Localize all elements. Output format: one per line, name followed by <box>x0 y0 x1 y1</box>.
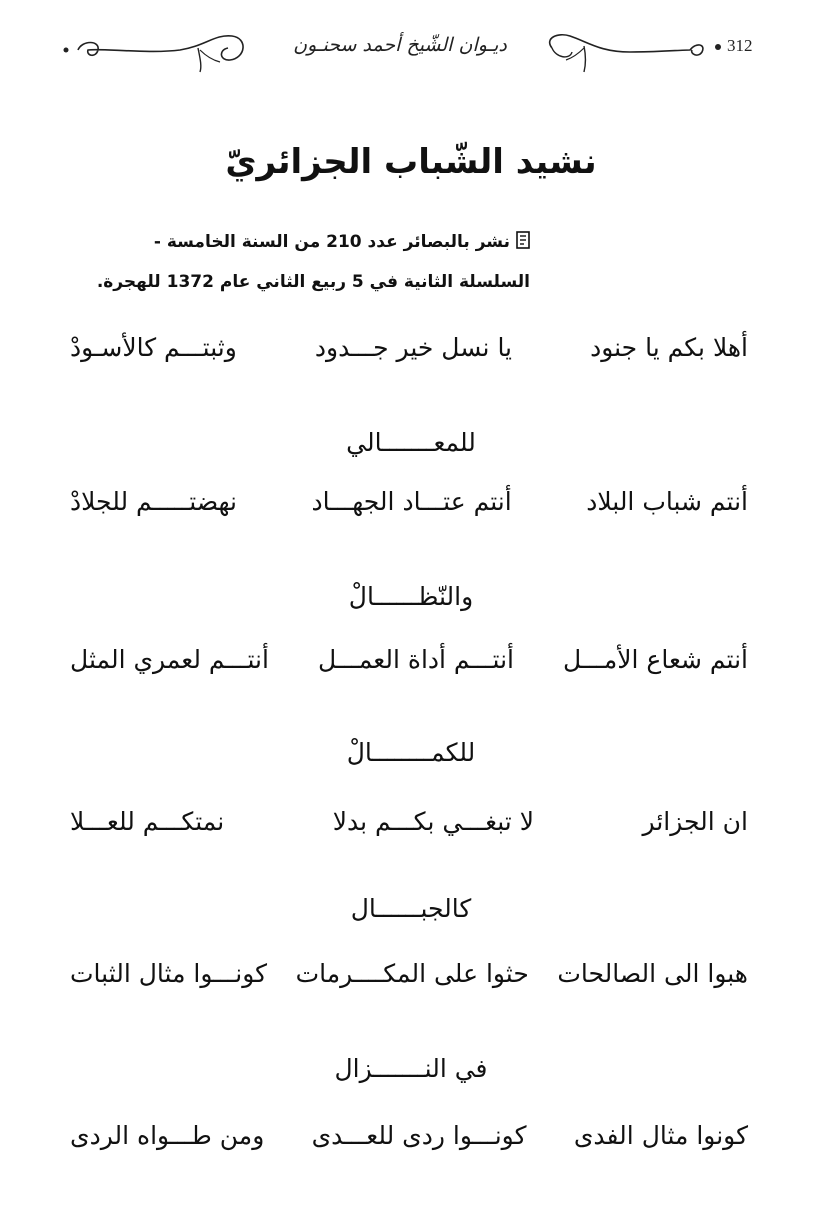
hemistich: أهلا بكم يا جنود <box>590 332 748 362</box>
refrain-4: كالجبــــــال <box>350 894 472 923</box>
hemistich: نهضتـــــم للجلادْ <box>70 486 237 516</box>
poem-title: نشيد الشّباب الجزائريّ <box>225 142 597 182</box>
hemistich: كونوا مثال الفدى <box>573 1120 748 1150</box>
hemistich: لا تبغـــي بكـــم بدلا <box>332 806 534 836</box>
hemistich: ان الجزائر <box>642 806 748 836</box>
left-flourish-ornament <box>60 28 250 74</box>
refrain-1: للمعـــــــالي <box>346 428 476 457</box>
hemistich: أنتـــم أداة العمـــل <box>317 644 514 674</box>
hemistich: يا نسل خير جـــدود <box>314 332 513 362</box>
hemistich: هبوا الى الصالحات <box>557 958 748 988</box>
right-flourish-ornament <box>540 28 710 74</box>
hemistich: أنتم عتـــاد الجهـــاد <box>311 486 512 516</box>
page-number: 312 <box>715 36 753 56</box>
hemistich: أنتم شعاع الأمـــل <box>562 644 748 674</box>
hemistich: وثبتـــم كالأسـودْ <box>70 332 237 362</box>
publication-note-text-1: نشر بالبصائر عدد 210 من السنة الخامسة - <box>153 232 510 252</box>
refrain-3: للكمــــــــالْ <box>346 738 476 767</box>
hemistich: أنتـــم لعمري المثل <box>70 644 269 674</box>
verse-line-4 <box>70 796 748 846</box>
book-title: ديـوان الشّيخ أحمد سحنـون <box>293 34 507 56</box>
hemistich: كونـــوا ردى للعـــدى <box>311 1120 527 1150</box>
publication-note-line-1 <box>90 222 530 262</box>
hemistich: أنتم شباب البلاد <box>586 486 748 516</box>
hemistich: كونـــوا مثال الثبات <box>70 958 268 988</box>
verse-line-1 <box>70 322 748 372</box>
refrain-5: في النـــــــزال <box>334 1054 488 1083</box>
verse-line-2 <box>70 476 748 526</box>
publication-note-line-2: السلسلة الثانية في 5 ربيع الثاني عام 1372 للهجرة. <box>96 272 530 292</box>
publication-note <box>90 222 530 302</box>
refrain-2: والنّظــــــالْ <box>348 582 474 611</box>
hemistich: نمتكـــم للعـــلا <box>70 806 225 836</box>
verse-line-6 <box>70 1110 748 1160</box>
hemistich: حثوا على المكــــرمات <box>295 958 529 988</box>
hemistich: ومن طـــواه الردى <box>70 1120 265 1150</box>
running-header <box>60 20 760 80</box>
book-icon <box>516 231 530 249</box>
verse-line-3 <box>70 634 748 684</box>
verse-line-5 <box>70 948 748 998</box>
